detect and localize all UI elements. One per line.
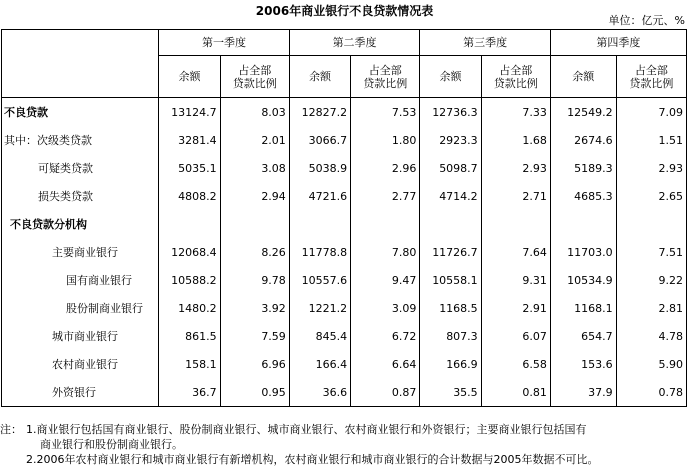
ratio-header-line1: 占全部 [499, 63, 533, 77]
cell-ratio: 6.72 [351, 322, 420, 350]
cell-balance: 3281.4 [159, 126, 220, 154]
cell-balance: 35.5 [420, 378, 481, 407]
cell-ratio: 0.87 [351, 378, 420, 407]
table-title: 2006年商业银行不良贷款情况表 [255, 4, 434, 18]
table-row [2, 154, 687, 182]
cell-balance: 153.6 [550, 350, 616, 378]
table-row [2, 322, 687, 350]
cell-ratio: 2.77 [351, 182, 420, 210]
cell-ratio: 1.68 [481, 126, 550, 154]
row-label: 不良贷款分机构 [2, 210, 159, 238]
ratio-header-line2: 贷款比例 [363, 76, 408, 90]
balance-header-q2: 余额 [289, 56, 350, 98]
cell-ratio: 4.78 [616, 322, 686, 350]
row-label: 城市商业银行 [2, 322, 159, 350]
cell-ratio: 0.78 [616, 378, 686, 407]
table-row [2, 378, 687, 407]
cell-balance: 166.9 [420, 350, 481, 378]
footnote-1-text: 1.商业银行包括国有商业银行、股份制商业银行、城市商业银行、农村商业银行和外资银行；主要商业银行包括国有 [26, 423, 587, 436]
cell-balance: 1221.2 [289, 294, 350, 322]
cell-ratio: 2.71 [481, 182, 550, 210]
cell-ratio: 2.01 [220, 126, 289, 154]
cell-ratio: 2.91 [481, 294, 550, 322]
row-label: 不良贷款 [2, 98, 159, 127]
cell-balance [420, 210, 481, 238]
quarter-header-q4: 第四季度 [550, 30, 686, 56]
cell-balance: 158.1 [159, 350, 220, 378]
cell-ratio: 2.93 [616, 154, 686, 182]
cell-balance: 4685.3 [550, 182, 616, 210]
cell-ratio: 7.53 [351, 98, 420, 127]
cell-balance: 12068.4 [159, 238, 220, 266]
cell-ratio: 7.33 [481, 98, 550, 127]
table-row [2, 350, 687, 378]
cell-balance: 4721.6 [289, 182, 350, 210]
footnotes [0, 422, 686, 467]
quarter-header-row [2, 30, 687, 56]
cell-balance: 37.9 [550, 378, 616, 407]
cell-ratio: 8.03 [220, 98, 289, 127]
quarter-header-q1: 第一季度 [159, 30, 290, 56]
table-row [2, 210, 687, 238]
quarter-header-q3: 第三季度 [420, 30, 551, 56]
cell-balance: 1168.1 [550, 294, 616, 322]
cell-ratio: 3.09 [351, 294, 420, 322]
row-label: 主要商业银行 [2, 238, 159, 266]
cell-balance: 3066.7 [289, 126, 350, 154]
cell-ratio: 2.96 [351, 154, 420, 182]
balance-header-q4: 余额 [550, 56, 616, 98]
table-row [2, 126, 687, 154]
cell-ratio [616, 210, 686, 238]
cell-balance: 13124.7 [159, 98, 220, 127]
cell-balance: 10588.2 [159, 266, 220, 294]
row-label: 股份制商业银行 [2, 294, 159, 322]
footnote-1 [0, 422, 686, 437]
table-row [2, 238, 687, 266]
cell-ratio: 9.31 [481, 266, 550, 294]
cell-ratio: 6.07 [481, 322, 550, 350]
cell-balance: 1168.5 [420, 294, 481, 322]
cell-balance: 11726.7 [420, 238, 481, 266]
ratio-header-line1: 占全部 [368, 63, 402, 77]
footnote-1-continuation: 商业银行和股份制商业银行。 [40, 438, 183, 451]
cell-balance: 861.5 [159, 322, 220, 350]
balance-header-q1: 余额 [159, 56, 220, 98]
cell-ratio: 9.22 [616, 266, 686, 294]
cell-balance: 11703.0 [550, 238, 616, 266]
cell-ratio [351, 210, 420, 238]
cell-ratio: 0.81 [481, 378, 550, 407]
cell-ratio [481, 210, 550, 238]
cell-balance: 654.7 [550, 322, 616, 350]
cell-balance [289, 210, 350, 238]
cell-balance [159, 210, 220, 238]
cell-ratio: 3.08 [220, 154, 289, 182]
cell-ratio [220, 210, 289, 238]
cell-ratio: 5.90 [616, 350, 686, 378]
cell-balance: 5098.7 [420, 154, 481, 182]
table-row [2, 98, 687, 127]
ratio-header-line2: 贷款比例 [232, 76, 277, 90]
cell-ratio: 6.58 [481, 350, 550, 378]
ratio-header-line2: 贷款比例 [493, 76, 538, 90]
cell-ratio: 8.26 [220, 238, 289, 266]
cell-balance: 1480.2 [159, 294, 220, 322]
cell-balance: 36.6 [289, 378, 350, 407]
ratio-header-line2: 贷款比例 [629, 76, 674, 90]
cell-ratio: 6.64 [351, 350, 420, 378]
footnote-2: 2.2006年农村商业银行和城市商业银行有新增机构，农村商业银行和城市商业银行的合计数据与2005年数据不可比。 [26, 453, 599, 466]
cell-balance [550, 210, 616, 238]
cell-balance: 845.4 [289, 322, 350, 350]
cell-ratio: 6.96 [220, 350, 289, 378]
cell-ratio: 2.94 [220, 182, 289, 210]
cell-ratio: 2.65 [616, 182, 686, 210]
ratio-header-q4 [616, 56, 686, 98]
cell-ratio: 9.47 [351, 266, 420, 294]
row-label: 可疑类贷款 [2, 154, 159, 182]
corner-cell [2, 30, 159, 98]
row-label: 国有商业银行 [2, 266, 159, 294]
row-label: 农村商业银行 [2, 350, 159, 378]
table-row [2, 182, 687, 210]
cell-balance: 12549.2 [550, 98, 616, 127]
cell-balance: 2923.3 [420, 126, 481, 154]
cell-ratio: 7.51 [616, 238, 686, 266]
cell-ratio: 7.09 [616, 98, 686, 127]
cell-balance: 36.7 [159, 378, 220, 407]
ratio-header-q3 [481, 56, 550, 98]
cell-balance: 10558.1 [420, 266, 481, 294]
row-label: 损失类贷款 [2, 182, 159, 210]
cell-balance: 10534.9 [550, 266, 616, 294]
cell-balance: 5035.1 [159, 154, 220, 182]
cell-balance: 4714.2 [420, 182, 481, 210]
cell-balance: 166.4 [289, 350, 350, 378]
cell-ratio: 0.95 [220, 378, 289, 407]
ratio-header-q1 [220, 56, 289, 98]
quarter-header-q2: 第二季度 [289, 30, 420, 56]
cell-ratio: 1.51 [616, 126, 686, 154]
cell-balance: 11778.8 [289, 238, 350, 266]
cell-ratio: 7.64 [481, 238, 550, 266]
cell-balance: 5189.3 [550, 154, 616, 182]
cell-balance: 5038.9 [289, 154, 350, 182]
row-label: 外资银行 [2, 378, 159, 407]
cell-ratio: 3.92 [220, 294, 289, 322]
ratio-header-line1: 占全部 [238, 63, 272, 77]
cell-balance: 10557.6 [289, 266, 350, 294]
table-row [2, 294, 687, 322]
footnote-prefix: 注： [0, 423, 22, 436]
cell-ratio: 1.80 [351, 126, 420, 154]
cell-balance: 12736.3 [420, 98, 481, 127]
cell-ratio: 9.78 [220, 266, 289, 294]
unit-label: 单位：亿元、% [608, 14, 685, 27]
balance-header-q3: 余额 [420, 56, 481, 98]
cell-ratio: 7.80 [351, 238, 420, 266]
cell-balance: 12827.2 [289, 98, 350, 127]
row-label: 其中：次级类贷款 [2, 126, 159, 154]
npl-table [1, 29, 687, 407]
cell-balance: 2674.6 [550, 126, 616, 154]
ratio-header-line1: 占全部 [634, 63, 668, 77]
cell-ratio: 7.59 [220, 322, 289, 350]
cell-ratio: 2.81 [616, 294, 686, 322]
cell-balance: 4808.2 [159, 182, 220, 210]
cell-ratio: 2.93 [481, 154, 550, 182]
table-row [2, 266, 687, 294]
cell-balance: 807.3 [420, 322, 481, 350]
ratio-header-q2 [351, 56, 420, 98]
